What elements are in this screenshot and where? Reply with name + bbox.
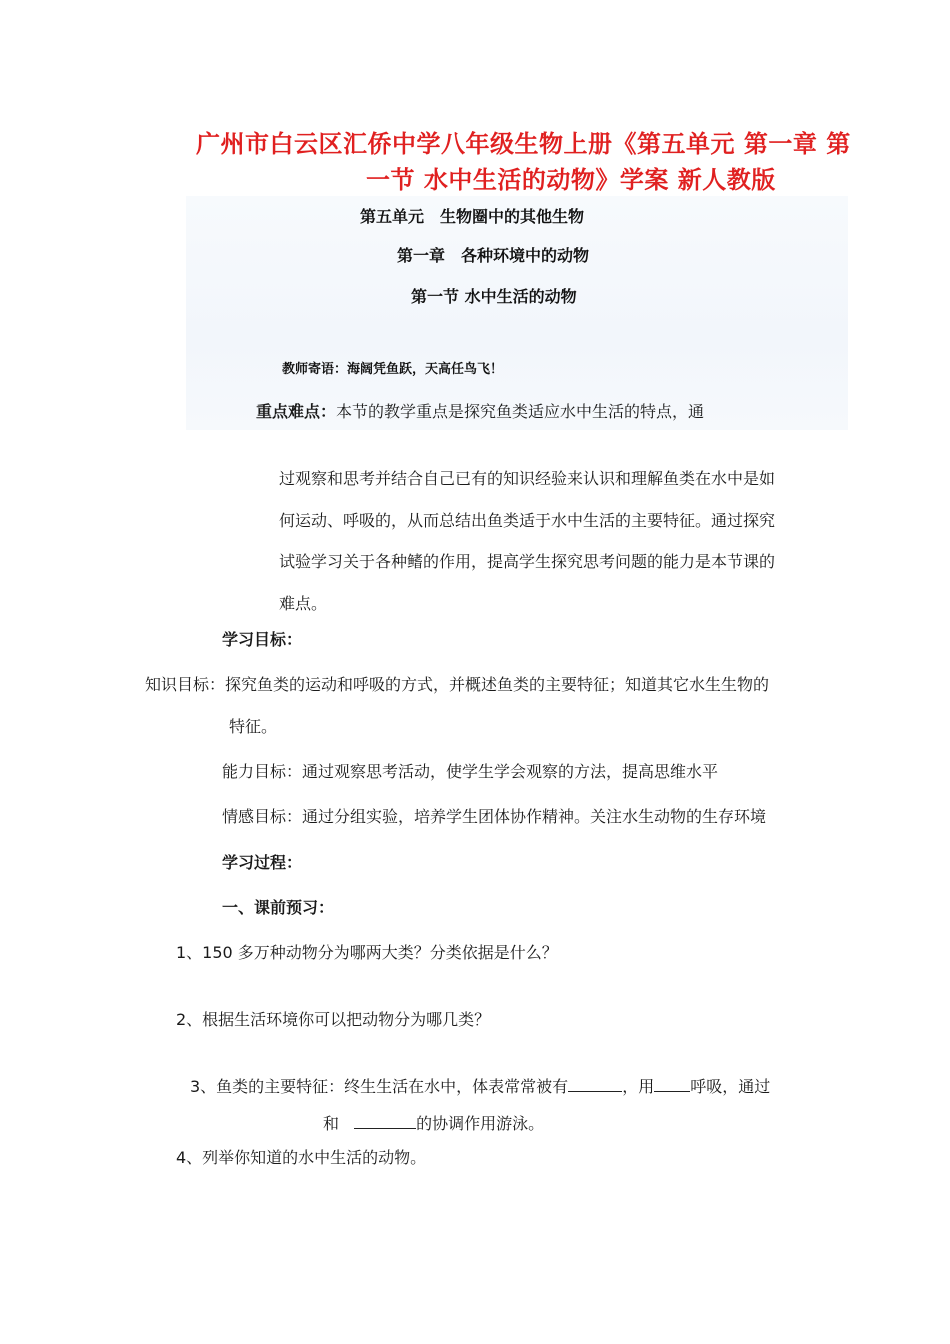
- question-3-part-b: ，用: [622, 1077, 655, 1096]
- question-1: 1、150 多万种动物分为哪两大类？分类依据是什么？: [176, 943, 558, 962]
- key-points-text: 本节的教学重点是探究鱼类适应水中生活的特点，通: [336, 402, 705, 421]
- ability-goal: 能力目标：通过观察思考活动，使学生学会观察的方法，提高思维水平: [222, 762, 719, 781]
- question-3-line1: [190, 1074, 770, 1097]
- learning-process-heading: 学习过程：: [222, 853, 303, 872]
- chapter-heading: 第一章 各种环境中的动物: [397, 246, 590, 265]
- knowledge-goal-line1: 知识目标：探究鱼类的运动和呼吸的方式，并概述鱼类的主要特征；知道其它水生生物的: [145, 675, 770, 694]
- document-title-line2: 一节 水中生活的动物》学案 新人教版: [366, 166, 776, 194]
- question-2: 2、根据生活环境你可以把动物分为哪几类？: [176, 1010, 491, 1029]
- preview-heading: 一、课前预习：: [222, 898, 335, 917]
- knowledge-goal-line2: 特征。: [229, 717, 278, 736]
- question-3-part-c: 呼吸，通过: [690, 1077, 771, 1096]
- question-3-part-d: 和: [323, 1114, 340, 1133]
- key-points-continued-1: 过观察和思考并结合自己已有的知识经验来认识和理解鱼类在水中是如: [279, 469, 776, 488]
- document-title-line1: 广州市白云区汇侨中学八年级生物上册《第五单元 第一章 第: [196, 130, 851, 158]
- answer-blank-swimming-organ[interactable]: [354, 1114, 416, 1129]
- key-points-continued-4: 难点。: [279, 594, 328, 613]
- header-box: [186, 196, 848, 430]
- answer-blank-breathing-organ[interactable]: [654, 1077, 690, 1092]
- question-3-line2: [323, 1111, 544, 1134]
- section-heading: 第一节 水中生活的动物: [411, 287, 577, 306]
- key-points-line: [256, 399, 704, 422]
- key-points-label: 重点难点：: [256, 402, 337, 421]
- key-points-continued-3: 试验学习关于各种鳍的作用，提高学生探究思考问题的能力是本节课的: [279, 552, 776, 571]
- teacher-motto: 教师寄语：海阔凭鱼跃，天高任鸟飞！: [282, 362, 504, 377]
- question-3-part-e: 的协调作用游泳。: [416, 1114, 545, 1133]
- question-4: 4、列举你知道的水中生活的动物。: [176, 1148, 427, 1167]
- learning-goals-heading: 学习目标：: [222, 630, 303, 649]
- answer-blank-body-covering[interactable]: [568, 1077, 622, 1092]
- question-3-part-a: 3、鱼类的主要特征：终生生活在水中，体表常常被有: [190, 1077, 569, 1096]
- unit-heading: 第五单元 生物圈中的其他生物: [360, 207, 585, 226]
- key-points-continued-2: 何运动、呼吸的，从而总结出鱼类适于水中生活的主要特征。通过探究: [279, 511, 776, 530]
- emotion-goal: 情感目标：通过分组实验，培养学生团体协作精神。关注水生动物的生存环境: [222, 807, 767, 826]
